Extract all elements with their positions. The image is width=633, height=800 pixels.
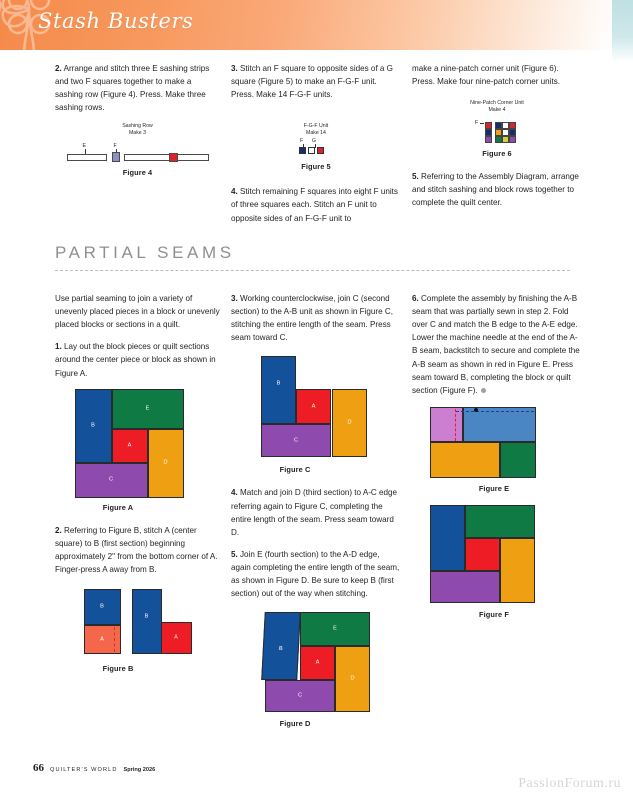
figure-c-patch-a bbox=[296, 389, 331, 424]
figure-4 bbox=[55, 123, 220, 179]
body-step-6-text: Complete the assembly by finishing the A-B seam that was partially sewn in step 2. Fold over C and match the B edge to the A-E edge. Lower the machine needle at the end of the A-B seam, backstitch to secure and complete the A-B seam as shown in red in Figure E. Press seam toward B, completing the block or quilt section (Figure F). bbox=[412, 294, 580, 395]
figure-e-patch-c-folded bbox=[430, 407, 463, 442]
figure-f-caption: Figure F bbox=[479, 609, 509, 619]
figure-d-label-a: A bbox=[315, 659, 320, 666]
figure-e bbox=[412, 407, 582, 495]
figure-a-label-d: D bbox=[163, 459, 168, 466]
figure-b-caption: Figure B bbox=[102, 664, 134, 674]
section-heading bbox=[55, 243, 570, 271]
figure-a-label-a: A bbox=[127, 442, 132, 449]
figure-d bbox=[231, 610, 401, 730]
section-divider bbox=[55, 270, 570, 271]
figure-4-square-f1 bbox=[112, 152, 120, 162]
figure-6-f-unit-cell-3 bbox=[485, 136, 492, 143]
body-step-5-text: Join E (fourth section) to the A-D edge, again completing the entire length of the seam, as shown in Figure D. Be sure to keep B (first section) out of the way when stitching. bbox=[231, 549, 400, 599]
figure-a-caption: Figure A bbox=[102, 502, 134, 512]
figure-c-patch-c bbox=[261, 424, 331, 457]
top-step-4-text: Stitch remaining F squares into eight F units of three squares each. Stitch an F unit to opposite sides of an F-G-F unit to bbox=[231, 187, 398, 223]
figure-b-left-patch-b bbox=[84, 589, 121, 625]
figure-6-diagram bbox=[457, 114, 537, 144]
body-step-6 bbox=[412, 292, 582, 397]
body-step-5 bbox=[231, 548, 401, 600]
figure-e-stitch-line-blue bbox=[456, 411, 534, 412]
body-step-3-text: Working counterclockwise, join C (second section) to the A-B unit as shown in Figure C, stitching the entire length of the seam. Press seam toward C. bbox=[231, 294, 393, 343]
figure-5-make: Make 14 bbox=[306, 130, 326, 137]
figure-5-label-g: G bbox=[312, 138, 317, 145]
figure-5-caption: Figure 5 bbox=[301, 162, 331, 172]
figure-b-right-patch-b bbox=[132, 589, 162, 654]
figure-c-diagram bbox=[252, 356, 380, 460]
top-step-2-number: 2. bbox=[55, 64, 62, 73]
figure-4-label-e: E bbox=[82, 143, 86, 150]
body-column-mid bbox=[231, 292, 401, 740]
figure-b-left-label-a: A bbox=[100, 636, 104, 643]
figure-c-patch-d bbox=[332, 389, 367, 457]
figure-f-patch-a bbox=[465, 538, 500, 571]
figure-6-patch-r3c3 bbox=[509, 136, 516, 143]
figure-6-caption: Figure 6 bbox=[482, 149, 512, 159]
figure-5-title: F-G-F Unit bbox=[303, 123, 329, 130]
figure-b-partial-seam-dashes bbox=[114, 627, 115, 652]
top-step-5 bbox=[412, 170, 582, 209]
figure-6-f-unit-cell-1 bbox=[485, 122, 492, 129]
figure-6-patch-r2c2 bbox=[502, 129, 509, 136]
figure-f-diagram bbox=[430, 505, 558, 605]
figure-b-right-label-a: A bbox=[174, 634, 178, 641]
figure-d-patch-e bbox=[300, 612, 370, 646]
figure-b-left-label-b: B bbox=[100, 603, 104, 610]
body-step-1-text: Lay out the block pieces or quilt sections around the center piece or block as shown in Figure A. bbox=[55, 342, 216, 378]
figure-e-patch-b-folded bbox=[463, 407, 536, 442]
figure-e-patch-d bbox=[430, 442, 500, 478]
top-step-2-text: Arrange and stitch three E sashing strips and two F squares together to make a sashing row (Figure 4). Press. Make three sashing rows. bbox=[55, 64, 210, 113]
figure-d-patch-c bbox=[265, 680, 335, 712]
figure-d-caption: Figure D bbox=[279, 719, 311, 729]
figure-a-label-b: B bbox=[91, 422, 95, 429]
top-step-3-number: 3. bbox=[231, 64, 238, 73]
watermark: PassionForum.ru bbox=[518, 776, 621, 791]
figure-5-square-g bbox=[308, 147, 315, 154]
figure-4-square-f2 bbox=[169, 153, 178, 162]
figure-6-tick-f bbox=[480, 123, 484, 124]
body-step-3 bbox=[231, 292, 401, 344]
body-step-2-text: Referring to Figure B, stitch A (center square) to B (first section) beginning approximately 2" from the bottom corner of A. Finger-press A away from B. bbox=[55, 525, 218, 574]
figure-5-diagram bbox=[290, 137, 342, 157]
figure-a-patch-e bbox=[112, 389, 184, 429]
figure-f bbox=[412, 505, 582, 621]
body-step-5-number: 5. bbox=[231, 549, 238, 559]
figure-a-patch-b bbox=[75, 389, 112, 463]
figure-e-diagram bbox=[430, 407, 558, 479]
body-step-1 bbox=[55, 340, 220, 379]
figure-c-label-c: C bbox=[293, 437, 299, 444]
figure-4-diagram bbox=[62, 137, 214, 163]
figure-5-square-f1 bbox=[299, 147, 306, 154]
figure-f-patch-b bbox=[430, 505, 465, 571]
figure-6-patch-r2c1 bbox=[495, 129, 502, 136]
body-step-4 bbox=[231, 486, 401, 538]
figure-6-f-unit-cell-2 bbox=[485, 129, 492, 136]
figure-a-label-e: E bbox=[145, 405, 150, 412]
body-step-2 bbox=[55, 524, 220, 576]
figure-d-label-c: C bbox=[297, 692, 303, 699]
top-step-3-text: Stitch an F square to opposite sides of a G square (Figure 5) to make an F-G-F unit. Press. Make 14 F-G-F units. bbox=[231, 64, 393, 100]
figure-5 bbox=[231, 123, 401, 173]
page-footer bbox=[33, 762, 155, 774]
figure-5-square-f2 bbox=[317, 147, 324, 154]
figure-b-right-label-b: B bbox=[144, 613, 149, 620]
figure-f-patch-d bbox=[500, 538, 535, 603]
body-column-left bbox=[55, 292, 220, 685]
body-step-3-number: 3. bbox=[231, 294, 238, 303]
figure-a-diagram bbox=[75, 389, 201, 498]
figure-e-caption: Figure E bbox=[478, 483, 510, 493]
figure-6-patch-r1c2 bbox=[502, 122, 509, 129]
figure-a-label-c: C bbox=[108, 476, 114, 483]
section-title: PARTIAL SEAMS bbox=[55, 243, 235, 262]
figure-6 bbox=[412, 100, 582, 160]
figure-d-label-d: D bbox=[350, 675, 355, 682]
figure-e-seam-line-red bbox=[455, 409, 456, 441]
top-column-right bbox=[412, 62, 582, 219]
figure-c-label-b: B bbox=[276, 380, 281, 387]
figure-4-strip-e1 bbox=[67, 154, 107, 161]
figure-b-diagram bbox=[75, 585, 201, 659]
figure-6-patch-r3c2 bbox=[502, 136, 509, 143]
figure-e-patch-e bbox=[500, 442, 536, 478]
figure-d-label-b: B bbox=[278, 645, 283, 652]
body-step-6-number: 6. bbox=[412, 294, 419, 303]
top-step-3 bbox=[231, 62, 401, 101]
figure-c-patch-b bbox=[261, 356, 296, 424]
top-column-mid bbox=[231, 62, 401, 234]
issue-name: Spring 2026 bbox=[123, 767, 156, 773]
figure-4-make: Make 3 bbox=[128, 130, 146, 137]
figure-4-label-f: F bbox=[113, 143, 117, 150]
body-step-2-number: 2. bbox=[55, 525, 62, 535]
figure-f-patch-e bbox=[465, 505, 535, 538]
top-column-left bbox=[55, 62, 220, 189]
figure-6-patch-r1c3 bbox=[509, 122, 516, 129]
figure-6-patch-r2c3 bbox=[509, 129, 516, 136]
figure-b-left-patch-a bbox=[84, 625, 121, 654]
page-title: Stash Busters bbox=[38, 9, 194, 33]
figure-d-label-e: E bbox=[333, 625, 337, 632]
figure-a bbox=[55, 389, 220, 514]
top-step-5-number: 5. bbox=[412, 172, 419, 182]
figure-6-patch-r1c1 bbox=[495, 122, 502, 129]
figure-d-patch-b bbox=[261, 612, 301, 680]
figure-5-label-f: F bbox=[300, 138, 304, 145]
figure-b bbox=[55, 585, 220, 675]
figure-6-make: Make 4 bbox=[488, 107, 506, 114]
figure-4-strip-e2 bbox=[124, 154, 209, 161]
figure-d-patch-d bbox=[335, 646, 370, 712]
body-step-4-number: 4. bbox=[231, 488, 238, 498]
figure-a-patch-c bbox=[75, 463, 148, 498]
top-step-5-text: Referring to the Assembly Diagram, arrange and stitch sashing and block rows together to complete the quilt center. bbox=[412, 172, 579, 208]
partial-seams-intro: Use partial seaming to join a variety of unevenly placed pieces in a block or unevenly placed blocks or sections in a quilt. bbox=[55, 294, 220, 330]
figure-d-diagram bbox=[252, 610, 380, 714]
figure-4-title: Sashing Row bbox=[122, 123, 153, 130]
figure-6-title: Nine-Patch Corner Unit bbox=[470, 100, 524, 107]
magazine-name: QUILTER'S WORLD bbox=[50, 767, 118, 773]
figure-4-caption: Figure 4 bbox=[122, 168, 153, 178]
body-step-1-number: 1. bbox=[55, 342, 62, 352]
figure-c-label-d: D bbox=[347, 419, 352, 426]
figure-c bbox=[231, 356, 401, 476]
top-step-4-number: 4. bbox=[231, 187, 238, 197]
figure-a-patch-a bbox=[112, 429, 148, 463]
figure-b-right-patch-a bbox=[161, 622, 192, 654]
figure-d-patch-a bbox=[300, 646, 335, 680]
end-of-article-dot-icon bbox=[481, 388, 486, 393]
top-continuation-text: make a nine-patch corner unit (Figure 6). Press. Make four nine-patch corner units. bbox=[412, 64, 561, 87]
figure-6-label-f: F bbox=[475, 120, 479, 127]
body-column-right bbox=[412, 292, 582, 631]
page-number: 66 bbox=[33, 762, 44, 774]
page-edge-strip bbox=[612, 0, 633, 62]
body-step-4-text: Match and join D (third section) to A-C edge referring again to Figure C, completing the entire length of the seam. Press seam toward D. bbox=[231, 488, 398, 537]
figure-6-patch-r3c1 bbox=[495, 136, 502, 143]
figure-c-label-a: A bbox=[311, 403, 316, 410]
top-step-2 bbox=[55, 62, 220, 114]
top-step-4 bbox=[231, 185, 401, 224]
figure-a-patch-d bbox=[148, 429, 184, 498]
figure-c-caption: Figure C bbox=[279, 465, 311, 475]
figure-f-patch-c bbox=[430, 571, 500, 603]
page-header-banner bbox=[0, 0, 612, 50]
